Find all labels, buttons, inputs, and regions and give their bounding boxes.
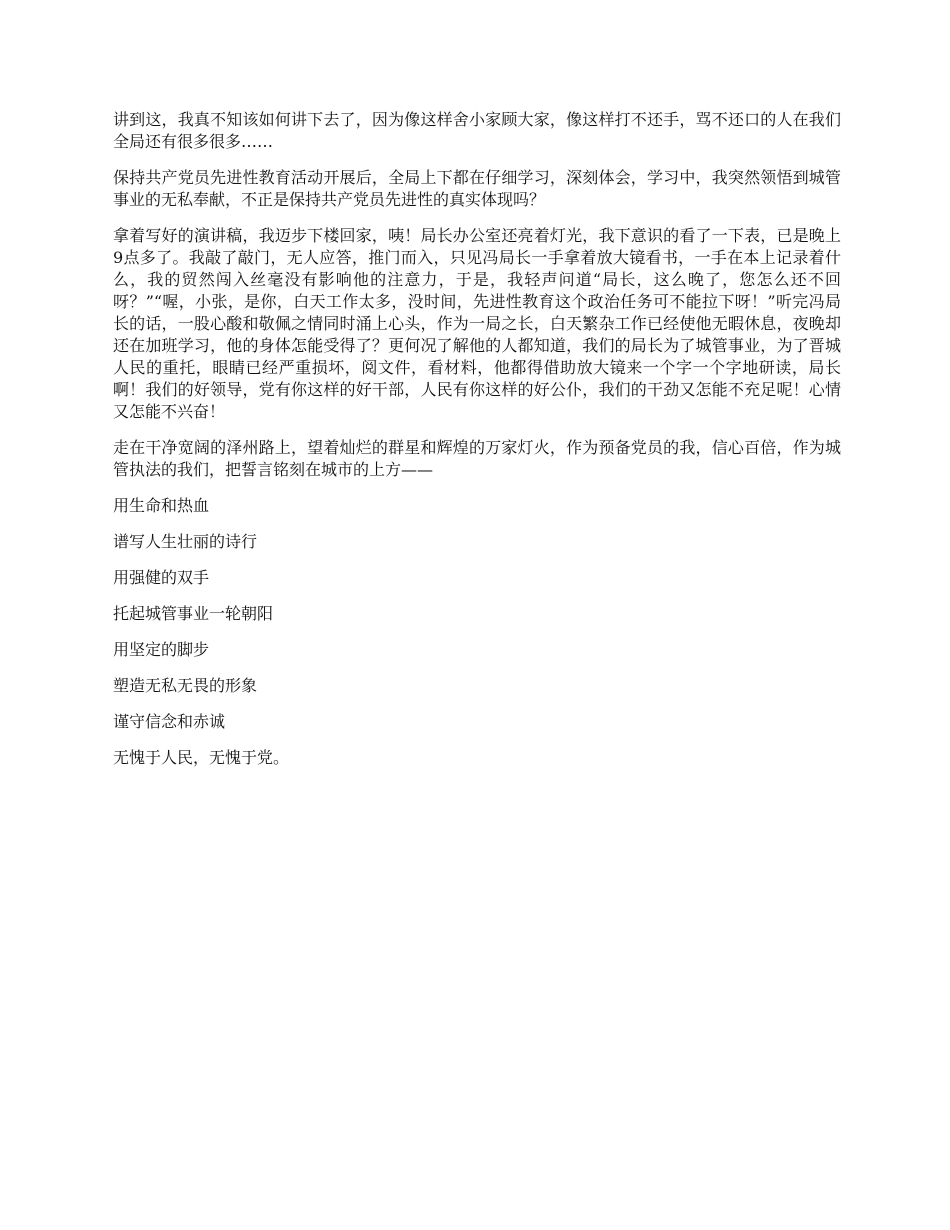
verse-line-8: 无愧于人民，无愧于党。 [113, 748, 290, 767]
verse-line-7: 谨守信念和赤诚 [113, 712, 226, 731]
verse-line-3: 用强健的双手 [113, 568, 210, 587]
document-page [113, 109, 841, 783]
verse-line-4: 托起城管事业一轮朝阳 [113, 604, 274, 623]
paragraph-2: 保持共产党员先进性教育活动开展后，全局上下都在仔细学习，深刻体会，学习中，我突然领悟到城管事业的无私奉献，不正是保持共产党员先进性的真实体现吗？ [113, 168, 841, 209]
verse-line-2: 谱写人生壮丽的诗行 [113, 532, 258, 551]
verse-line-6: 塑造无私无畏的形象 [113, 676, 258, 695]
verse-line-1: 用生命和热血 [113, 496, 210, 515]
verse-line-5: 用坚定的脚步 [113, 640, 210, 659]
paragraph-1: 讲到这，我真不知该如何讲下去了，因为像这样舍小家顾大家，像这样打不还手，骂不还口的人在我们全局还有很多很多…… [113, 110, 841, 151]
paragraph-3: 拿着写好的演讲稿，我迈步下楼回家，咦！局长办公室还亮着灯光，我下意识的看了一下表，已是晚上9点多了。我敲了敲门，无人应答，推门而入，只见冯局长一手拿着放大镜看书，一手在本上记录着什么，我的贸然闯入丝毫没有影响他的注意力，于是，我轻声问道“局长，这么晚了，您怎么还不回呀？”“喔，小张，是你，白天工作太多，没时间，先进性教育这个政治任务可不能拉下呀！”听完冯局长的话，一股心酸和敬佩之情同时涌上心头，作为一局之长，白天繁杂工作已经使他无暇休息，夜晚却还在加班学习，他的身体怎能受得了？更何况了解他的人都知道，我们的局长为了城管事业，为了晋城人民的重托，眼睛已经严重损坏，阅文件，看材料，他都得借助放大镜来一个字一个字地研读，局长啊！我们的好领导，党有你这样的好干部，人民有你这样的好公仆，我们的干劲又怎能不充足呢！心情又怎能不兴奋！ [113, 226, 841, 421]
paragraph-4: 走在干净宽阔的泽州路上，望着灿烂的群星和辉煌的万家灯火，作为预备党员的我，信心百倍，作为城管执法的我们，把誓言铭刻在城市的上方—— [113, 438, 841, 479]
